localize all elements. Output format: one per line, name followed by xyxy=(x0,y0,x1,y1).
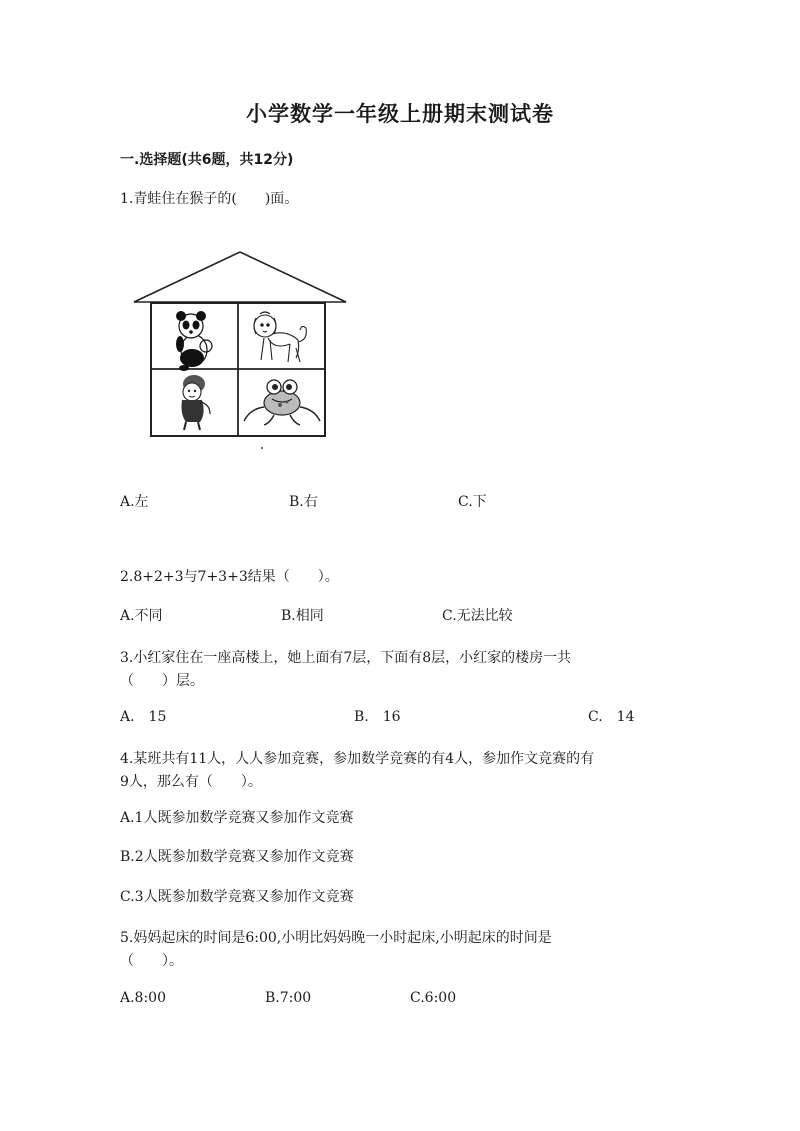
q1-option-b[interactable]: B.右 xyxy=(289,494,318,510)
monkey-icon xyxy=(182,375,211,430)
question-4-text-line1: 4.某班共有11人，人人参加竞赛，参加数学竞赛的有4人，参加作文竞赛的有 xyxy=(120,751,595,767)
panda-icon xyxy=(176,311,212,371)
q1-option-a[interactable]: A.左 xyxy=(120,494,149,510)
q4-option-b[interactable]: B.2人既参加数学竞赛又参加作文竞赛 xyxy=(120,849,354,865)
house-figure xyxy=(130,248,350,458)
q2-option-c[interactable]: C.无法比较 xyxy=(442,608,513,624)
question-5-text-line2: （ ）。 xyxy=(120,953,183,969)
section-heading: 一.选择题(共6题，共12分) xyxy=(120,152,294,168)
question-5-text-line1: 5.妈妈起床的时间是6:00,小明比妈妈晚一小时起床,小明起床的时间是 xyxy=(120,930,552,946)
q3-option-c[interactable]: C. 14 xyxy=(588,709,635,725)
question-1-text: 1.青蛙住在猴子的( )面。 xyxy=(120,191,299,207)
q5-option-a[interactable]: A.8:00 xyxy=(120,990,166,1006)
q3-option-b[interactable]: B. 16 xyxy=(354,709,401,725)
q4-option-a[interactable]: A.1人既参加数学竞赛又参加作文竞赛 xyxy=(120,810,354,826)
question-4-text-line2: 9人，那么有（ ）。 xyxy=(120,774,262,790)
page-title: 小学数学一年级上册期末测试卷 xyxy=(246,102,554,126)
q4-option-c[interactable]: C.3人既参加数学竞赛又参加作文竞赛 xyxy=(120,889,354,905)
q2-option-b[interactable]: B.相同 xyxy=(281,608,324,624)
question-3-text-line2: （ ）层。 xyxy=(120,673,204,689)
q1-option-c[interactable]: C.下 xyxy=(458,494,487,510)
house-roof xyxy=(134,252,346,302)
q5-option-b[interactable]: B.7:00 xyxy=(265,990,312,1006)
q3-option-a[interactable]: A. 15 xyxy=(120,709,167,725)
question-3-text-line1: 3.小红家住在一座高楼上，她上面有7层，下面有8层，小红家的楼房一共 xyxy=(120,650,572,666)
q5-option-c[interactable]: C.6:00 xyxy=(410,990,457,1006)
frog-icon xyxy=(244,380,320,425)
q2-option-a[interactable]: A.不同 xyxy=(120,608,163,624)
lion-icon xyxy=(254,312,306,362)
question-2-text: 2.8+2+3与7+3+3结果（ ）。 xyxy=(120,569,339,585)
